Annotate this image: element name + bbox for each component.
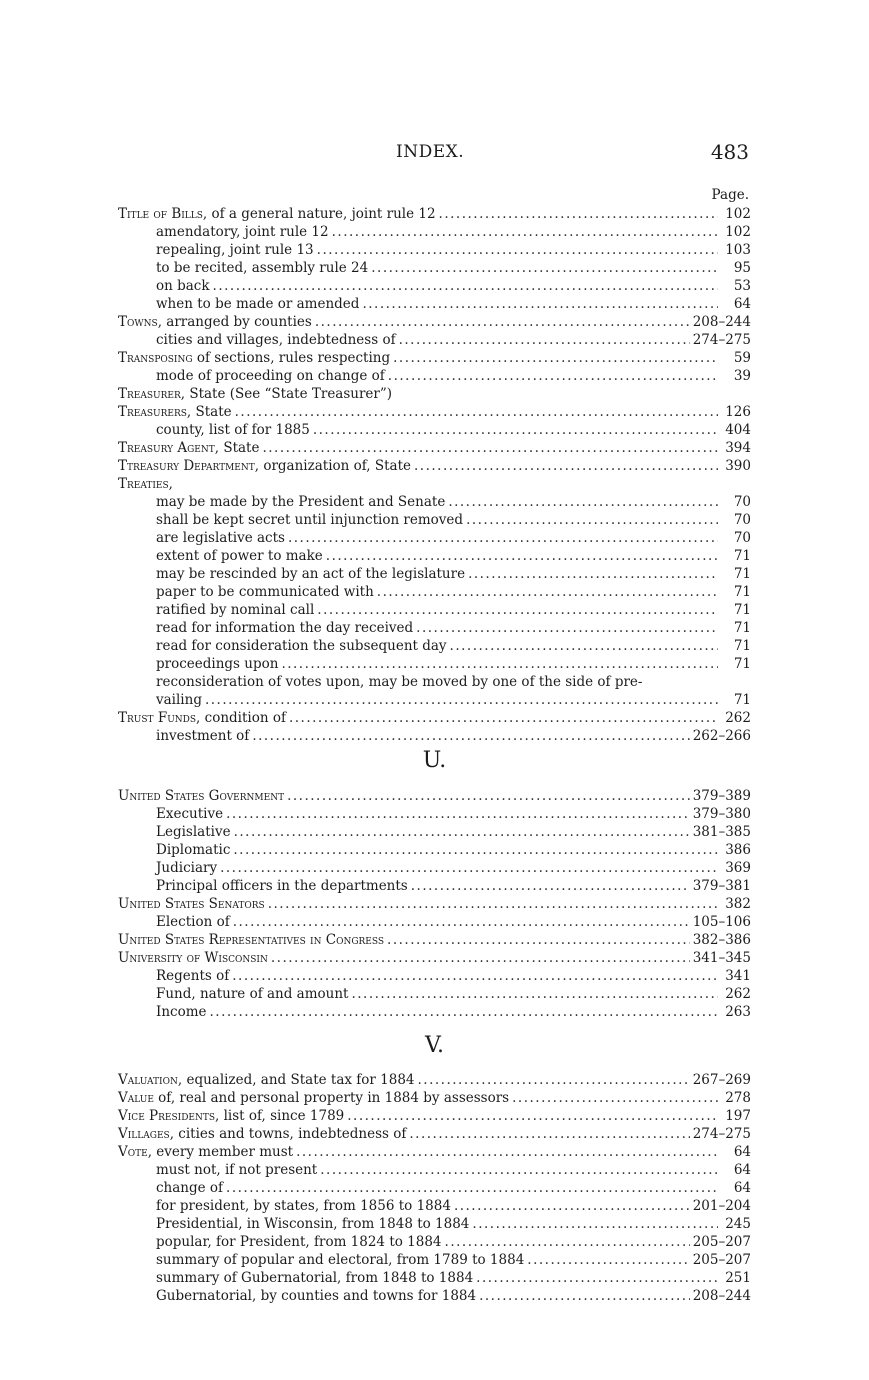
entry-page: 262 [725,710,751,726]
dot-leader [296,1143,718,1161]
entry-text [156,673,642,691]
index-subentry [118,985,751,1003]
entry-text [156,691,202,709]
entry-heading: Treasurer [118,386,181,402]
dot-leader [479,1287,690,1305]
entry-page: 95 [733,260,751,276]
index-subentry [118,1161,751,1179]
entry-page: 71 [733,656,751,672]
entry-text [118,403,232,421]
entry-description: Income [156,1004,207,1020]
entry-text [156,367,385,385]
index-subentry [118,277,751,295]
dot-leader [439,205,718,223]
index-subentry [118,673,751,691]
index-subentry [118,583,751,601]
entry-text [156,967,229,985]
entry-text [156,859,217,877]
dot-leader [454,1197,690,1215]
entry-heading: United States Senators [118,896,265,912]
entry-description: proceedings upon [156,656,279,672]
dot-leader [252,727,689,745]
dot-leader [388,367,718,385]
entry-text [156,985,348,1003]
entry-page: 102 [725,206,751,222]
entry-description: on back [156,278,210,294]
index-section-v [118,1071,751,1305]
entry-page: 71 [733,602,751,618]
entry-page: 382–386 [692,932,751,948]
entry-page: 379–389 [692,788,751,804]
entry-description: , [168,476,173,492]
entry-description: of, real and personal property in 1884 by assessors [153,1090,510,1106]
index-entry [118,475,751,493]
index-subentry [118,547,751,565]
index-subentry [118,1197,751,1215]
entry-page: 70 [733,530,751,546]
entry-page: 64 [733,1144,751,1160]
index-subentry [118,727,751,745]
dot-leader [234,823,690,841]
entry-description: paper to be communicated with [156,584,374,600]
index-subentry [118,655,751,673]
entry-text [118,787,284,805]
index-entry [118,457,751,475]
dot-leader [313,421,718,439]
entry-page: 102 [725,224,751,240]
index-entry [118,1107,751,1125]
entry-text [118,439,259,457]
dot-leader [362,295,718,313]
index-subentry [118,1179,751,1197]
dot-leader [527,1251,689,1269]
index-entry [118,1089,751,1107]
entry-description: Executive [156,806,224,822]
index-subentry [118,331,751,349]
entry-description: Regents of [156,968,230,984]
page-column-label: Page. [711,187,749,203]
entry-text [156,823,231,841]
index-subentry [118,565,751,583]
index-subentry [118,511,751,529]
entry-page: 251 [725,1270,751,1286]
dot-leader [289,709,718,727]
entry-page: 205–207 [692,1234,751,1250]
entry-heading: University of Wisconsin [118,950,268,966]
entry-text [156,1251,524,1269]
entry-page: 205–207 [692,1252,751,1268]
dot-leader [393,349,718,367]
dot-leader [235,403,718,421]
entry-description: change of [156,1180,224,1196]
index-subentry [118,367,751,385]
entry-text [156,511,463,529]
index-subentry [118,1287,751,1305]
entry-heading: Value [118,1090,154,1106]
index-subentry [118,805,751,823]
entry-description: read for consideration the subsequent day [156,638,447,654]
index-subentry [118,493,751,511]
entry-page: 71 [733,584,751,600]
index-subentry [118,529,751,547]
entry-description: cities and villages, indebtedness of [156,332,396,348]
index-subentry [118,1269,751,1287]
dot-leader [233,841,718,859]
entry-description: , of a general nature, joint rule 12 [202,206,436,222]
entry-text [156,805,223,823]
index-entry [118,949,751,967]
entry-heading: Vice Presidents [118,1108,216,1124]
dot-leader [268,895,718,913]
index-subentry [118,1215,751,1233]
entry-description: of sections, rules respecting [192,350,391,366]
dot-leader [387,931,690,949]
entry-page: 263 [725,1004,751,1020]
entry-description: are legislative acts [156,530,285,546]
dot-leader [399,331,690,349]
index-entry [118,1071,751,1089]
entry-description: amendatory, joint rule 12 [156,224,329,240]
entry-text [156,619,413,637]
entry-page: 404 [725,422,751,438]
dot-leader [232,967,718,985]
entry-text [118,457,411,475]
entry-description: Judiciary [156,860,218,876]
entry-text [156,331,396,349]
dot-leader [281,655,718,673]
entry-text [156,727,249,745]
entry-page: 379–380 [692,806,751,822]
dot-leader [347,1107,718,1125]
entry-heading: Valuation [118,1072,178,1088]
entry-description: , arranged by counties [157,314,312,330]
entry-description: repealing, joint rule 13 [156,242,314,258]
dot-leader [416,619,718,637]
dot-leader [351,985,718,1003]
entry-text [118,313,312,331]
entry-page: 379–381 [692,878,751,894]
index-entry [118,439,751,457]
entry-text [118,709,286,727]
dot-leader [287,787,690,805]
entry-page: 208–244 [692,1288,751,1304]
entry-heading: Ttreasury Department [118,458,255,474]
entry-description: , condition of [196,710,286,726]
entry-page: 71 [733,620,751,636]
index-entry [118,385,751,403]
entry-heading: Towns [118,314,158,330]
entry-description: , every member must [147,1144,294,1160]
entry-description: , State [186,404,232,420]
index-entry [118,1143,751,1161]
entry-page: 208–244 [692,314,751,330]
entry-page: 274–275 [692,1126,751,1142]
entry-page: 267–269 [692,1072,751,1088]
dot-leader [262,439,718,457]
entry-page: 341–345 [692,950,751,966]
entry-description: may be made by the President and Senate [156,494,446,510]
dot-leader [326,547,718,565]
entry-text [118,1143,293,1161]
index-entry [118,1125,751,1143]
entry-description: Diplomatic [156,842,231,858]
entry-page: 64 [733,296,751,312]
entry-text [156,841,230,859]
entry-text [156,259,368,277]
entry-text [156,637,447,655]
entry-page: 126 [725,404,751,420]
index-entry [118,787,751,805]
dot-leader [411,877,690,895]
index-subentry [118,601,751,619]
entry-page: 278 [725,1090,751,1106]
index-subentry [118,637,751,655]
entry-page: 71 [733,548,751,564]
index-entry [118,895,751,913]
dot-leader [233,913,690,931]
entry-text [156,583,374,601]
index-subentry [118,691,751,709]
entry-heading: Trust Funds [118,710,197,726]
dot-leader [466,511,718,529]
dot-leader [315,313,690,331]
entry-text [156,241,314,259]
entry-description: must not, if not present [156,1162,318,1178]
index-entry [118,931,751,949]
entry-text [156,1215,469,1233]
entry-page: 341 [725,968,751,984]
dot-leader [476,1269,718,1287]
entry-page: 71 [733,566,751,582]
index-subentry [118,259,751,277]
entry-text [156,913,230,931]
dot-leader [226,805,690,823]
dot-leader [226,1179,718,1197]
entry-description: shall be kept secret until injunction removed [156,512,464,528]
dot-leader [377,583,718,601]
entry-page: 64 [733,1162,751,1178]
entry-heading: Transposing [118,350,193,366]
entry-description: Election of [156,914,230,930]
index-entry [118,205,751,223]
entry-text [156,565,465,583]
index-subentry [118,913,751,931]
entry-text [118,931,384,949]
entry-description: when to be made or amended [156,296,360,312]
entry-page: 386 [725,842,751,858]
entry-page: 71 [733,692,751,708]
entry-description: may be rescinded by an act of the legislature [156,566,466,582]
entry-text [156,877,408,895]
index-subentry [118,1251,751,1269]
entry-text [156,1269,473,1287]
dot-leader [332,223,718,241]
dot-leader [317,241,718,259]
entry-page: 70 [733,512,751,528]
dot-leader [210,1003,718,1021]
entry-page: 64 [733,1180,751,1196]
dot-leader [409,1125,689,1143]
entry-description: , State (See “State Treasurer”) [180,386,393,402]
dot-leader [288,529,718,547]
entry-heading: Villages [118,1126,170,1142]
entry-page: 390 [725,458,751,474]
entry-description: extent of power to make [156,548,323,564]
dot-leader [468,565,718,583]
entry-text [156,1003,207,1021]
entry-text [118,1089,509,1107]
entry-page: 201–204 [692,1198,751,1214]
entry-description: , State [214,440,260,456]
entry-text [156,421,310,439]
entry-page: 105–106 [692,914,751,930]
dot-leader [271,949,690,967]
index-section-u [118,787,751,1021]
page-header [0,142,869,166]
index-subentry [118,223,751,241]
entry-description: county, list of for 1885 [156,422,310,438]
entry-description: popular, for President, from 1824 to 1884 [156,1234,442,1250]
entry-heading: Title of Bills [118,206,203,222]
entry-description: Principal officers in the departments [156,878,408,894]
index-subentry [118,1233,751,1251]
entry-heading: United States Government [118,788,285,804]
entry-description: Presidential, in Wisconsin, from 1848 to 1884 [156,1216,470,1232]
index-subentry [118,841,751,859]
entry-page: 262–266 [692,728,751,744]
entry-page: 274–275 [692,332,751,348]
index-subentry [118,859,751,877]
entry-page: 394 [725,440,751,456]
entry-heading: Treaties [118,476,169,492]
entry-text [156,1233,442,1251]
entry-text [156,1287,476,1305]
entry-heading: Treasury Agent [118,440,215,456]
entry-description: for president, by states, from 1856 to 1884 [156,1198,451,1214]
entry-description: to be recited, assembly rule 24 [156,260,369,276]
entry-page: 245 [725,1216,751,1232]
index-entry [118,349,751,367]
entry-text [156,493,445,511]
section-letter-u: U. [422,748,447,773]
dot-leader [320,1161,718,1179]
dot-leader [448,493,718,511]
index-section-t [118,205,751,745]
index-entry [118,403,751,421]
entry-description: Gubernatorial, by counties and towns for 1884 [156,1288,477,1304]
entry-description: ratified by nominal call [156,602,315,618]
dot-leader [472,1215,718,1233]
entry-text [118,385,392,403]
entry-text [156,223,329,241]
dot-leader [220,859,718,877]
entry-page: 262 [725,986,751,1002]
entry-description: , list of, since 1789 [215,1108,345,1124]
dot-leader [414,457,718,475]
dot-leader [418,1071,690,1089]
entry-text [156,1179,223,1197]
entry-text [156,277,210,295]
entry-text [156,529,285,547]
dot-leader [371,259,718,277]
entry-description: mode of proceeding on change of [156,368,385,384]
entry-text [156,295,359,313]
index-subentry [118,877,751,895]
index-subentry [118,823,751,841]
entry-description: , cities and towns, indebtedness of [169,1126,407,1142]
entry-text [156,1161,317,1179]
entry-page: 381–385 [692,824,751,840]
entry-text [156,655,278,673]
index-subentry [118,1003,751,1021]
entry-description: read for information the day received [156,620,414,636]
entry-text [118,205,436,223]
entry-text [156,601,314,619]
entry-heading: United States Representatives in Congress [118,932,385,948]
entry-heading: Vote [118,1144,148,1160]
dot-leader [512,1089,718,1107]
entry-page: 197 [725,1108,751,1124]
entry-page: 369 [725,860,751,876]
dot-leader [445,1233,690,1251]
entry-page: 70 [733,494,751,510]
entry-page: 53 [733,278,751,294]
entry-text [118,475,173,493]
index-subentry [118,619,751,637]
entry-description: , equalized, and State tax for 1884 [177,1072,415,1088]
section-letter-v: V. [424,1033,445,1058]
dot-leader [213,277,718,295]
entry-text [118,349,390,367]
entry-description: investment of [156,728,250,744]
entry-text [118,1107,344,1125]
entry-page: 71 [733,638,751,654]
dot-leader [205,691,718,709]
entry-description: vailing [156,692,202,708]
entry-description: summary of popular and electoral, from 1789 to 1884 [156,1252,525,1268]
entry-description: Legislative [156,824,231,840]
entry-page: 39 [733,368,751,384]
entry-description: summary of Gubernatorial, from 1848 to 1884 [156,1270,474,1286]
entry-text [156,547,323,565]
page-number: 483 [710,140,749,164]
index-subentry [118,295,751,313]
index-subentry [118,241,751,259]
entry-text [118,895,265,913]
entry-description: , organization of, State [254,458,411,474]
entry-description: reconsideration of votes upon, may be moved by one of the side of pre- [156,674,643,690]
running-title: INDEX. [396,142,465,162]
entry-text [118,1125,406,1143]
entry-text [118,1071,415,1089]
entry-page: 59 [733,350,751,366]
entry-page: 103 [725,242,751,258]
entry-text [156,1197,451,1215]
index-subentry [118,967,751,985]
index-entry [118,313,751,331]
entry-page: 382 [725,896,751,912]
index-entry [118,709,751,727]
entry-heading: Treasurers [118,404,187,420]
dot-leader [450,637,718,655]
dot-leader [317,601,718,619]
index-subentry [118,421,751,439]
entry-description: Fund, nature of and amount [156,986,349,1002]
entry-text [118,949,268,967]
